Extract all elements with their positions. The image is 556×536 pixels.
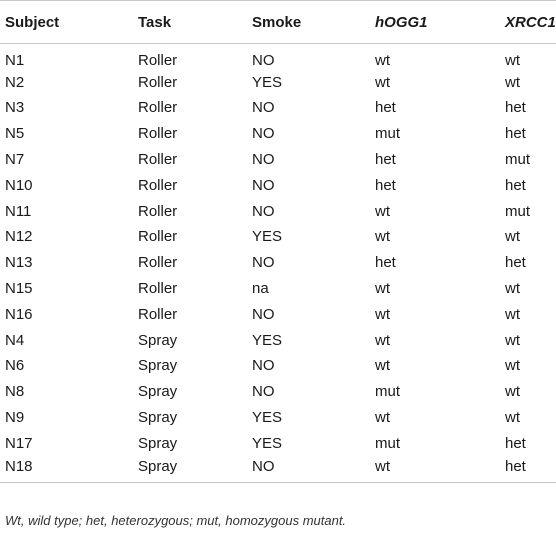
cell-smoke: NO xyxy=(252,383,275,401)
cell-hogg1: het xyxy=(375,254,396,272)
cell-task: Roller xyxy=(138,176,178,194)
cell-hogg1: wt xyxy=(375,280,390,298)
cell-xrcc1: wt xyxy=(505,305,520,323)
table-row xyxy=(0,276,556,302)
cell-xrcc1: wt xyxy=(505,383,520,401)
cell-subject: N17 xyxy=(5,434,33,452)
cell-xrcc1: wt xyxy=(505,228,520,246)
header-task: Task xyxy=(138,13,172,31)
table-row xyxy=(0,353,556,379)
cell-subject: N13 xyxy=(5,254,33,272)
cell-task: Roller xyxy=(138,151,178,169)
cell-hogg1: wt xyxy=(375,202,390,220)
cell-smoke: NO xyxy=(252,176,275,194)
table-row xyxy=(0,301,556,327)
cell-smoke: NO xyxy=(252,125,275,143)
cell-xrcc1: wt xyxy=(505,73,520,91)
cell-smoke: NO xyxy=(252,52,275,70)
cell-task: Roller xyxy=(138,202,178,220)
cell-xrcc1: wt xyxy=(505,357,520,375)
cell-subject: N4 xyxy=(5,331,25,349)
cell-smoke: NO xyxy=(252,305,275,323)
table-row xyxy=(0,198,556,224)
cell-task: Spray xyxy=(138,409,178,427)
table-header-row xyxy=(0,1,556,44)
cell-subject: N1 xyxy=(5,52,25,70)
table-row xyxy=(0,121,556,147)
cell-subject: N10 xyxy=(5,176,33,194)
cell-smoke: YES xyxy=(252,434,283,452)
table-row xyxy=(0,224,556,250)
cell-xrcc1: mut xyxy=(505,202,531,220)
table-row xyxy=(0,405,556,431)
cell-xrcc1: wt xyxy=(505,52,520,70)
header-subject: Subject xyxy=(5,13,60,31)
cell-task: Spray xyxy=(138,434,178,452)
table-body xyxy=(0,44,556,483)
cell-xrcc1: wt xyxy=(505,409,520,427)
cell-task: Roller xyxy=(138,280,178,298)
cell-hogg1: wt xyxy=(375,331,390,349)
table-row xyxy=(0,379,556,405)
cell-xrcc1: het xyxy=(505,176,526,194)
cell-task: Roller xyxy=(138,228,178,246)
cell-task: Roller xyxy=(138,125,178,143)
cell-task: Spray xyxy=(138,458,178,476)
cell-subject: N18 xyxy=(5,458,33,476)
cell-smoke: NO xyxy=(252,202,275,220)
cell-smoke: YES xyxy=(252,228,283,246)
cell-hogg1: het xyxy=(375,99,396,117)
cell-xrcc1: wt xyxy=(505,331,520,349)
cell-hogg1: wt xyxy=(375,228,390,246)
cell-subject: N15 xyxy=(5,280,33,298)
table-row xyxy=(0,147,556,173)
cell-task: Spray xyxy=(138,357,178,375)
cell-task: Spray xyxy=(138,331,178,349)
cell-smoke: NO xyxy=(252,458,275,476)
cell-hogg1: wt xyxy=(375,52,390,70)
cell-smoke: YES xyxy=(252,331,283,349)
cell-xrcc1: het xyxy=(505,125,526,143)
table-row xyxy=(0,250,556,276)
header-smoke: Smoke xyxy=(252,13,302,31)
cell-hogg1: mut xyxy=(375,383,401,401)
cell-task: Roller xyxy=(138,254,178,272)
table-row xyxy=(0,327,556,353)
cell-xrcc1: mut xyxy=(505,151,531,169)
cell-hogg1: wt xyxy=(375,409,390,427)
cell-subject: N3 xyxy=(5,99,25,117)
cell-hogg1: wt xyxy=(375,357,390,375)
cell-task: Roller xyxy=(138,305,178,323)
table-row xyxy=(0,44,556,70)
cell-hogg1: het xyxy=(375,151,396,169)
table-row xyxy=(0,456,556,482)
table-row xyxy=(0,69,556,95)
cell-hogg1: wt xyxy=(375,305,390,323)
cell-subject: N12 xyxy=(5,228,33,246)
cell-smoke: NO xyxy=(252,151,275,169)
cell-xrcc1: wt xyxy=(505,280,520,298)
cell-subject: N16 xyxy=(5,305,33,323)
cell-smoke: YES xyxy=(252,73,283,91)
cell-smoke: NO xyxy=(252,99,275,117)
cell-xrcc1: het xyxy=(505,99,526,117)
cell-task: Roller xyxy=(138,99,178,117)
table-row xyxy=(0,430,556,456)
cell-smoke: YES xyxy=(252,409,283,427)
cell-subject: N7 xyxy=(5,151,25,169)
table-footnote: Wt, wild type; het, heterozygous; mut, homozygous mutant. xyxy=(5,513,347,528)
cell-smoke: NO xyxy=(252,254,275,272)
header-xrcc1: XRCC1 xyxy=(505,13,556,31)
cell-task: Roller xyxy=(138,73,178,91)
cell-hogg1: wt xyxy=(375,73,390,91)
cell-subject: N6 xyxy=(5,357,25,375)
cell-subject: N11 xyxy=(5,202,32,220)
cell-task: Spray xyxy=(138,383,178,401)
cell-subject: N2 xyxy=(5,73,25,91)
table-row xyxy=(0,172,556,198)
cell-task: Roller xyxy=(138,52,178,70)
header-hogg1: hOGG1 xyxy=(375,13,428,31)
cell-xrcc1: het xyxy=(505,254,526,272)
cell-xrcc1: het xyxy=(505,458,526,476)
cell-subject: N9 xyxy=(5,409,25,427)
cell-hogg1: het xyxy=(375,176,396,194)
table-row xyxy=(0,95,556,121)
cell-hogg1: wt xyxy=(375,458,390,476)
cell-smoke: na xyxy=(252,280,269,298)
cell-xrcc1: het xyxy=(505,434,526,452)
cell-hogg1: mut xyxy=(375,125,401,143)
cell-subject: N8 xyxy=(5,383,25,401)
cell-subject: N5 xyxy=(5,125,25,143)
cell-hogg1: mut xyxy=(375,434,401,452)
cell-smoke: NO xyxy=(252,357,275,375)
